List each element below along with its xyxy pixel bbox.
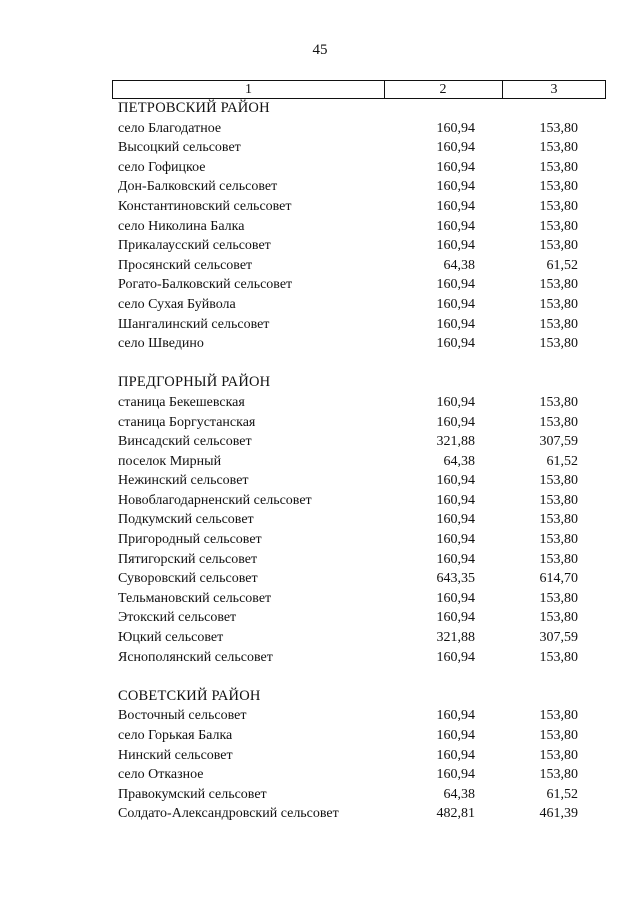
- row-value-col-3: 614,70: [539, 571, 578, 587]
- row-value-col-3: 153,80: [539, 728, 578, 743]
- table-header: [112, 80, 606, 99]
- row-name: Суворовский сельсовет: [118, 571, 258, 587]
- table-row: [0, 765, 640, 785]
- row-value-col-3: 153,80: [539, 551, 578, 567]
- table-row: [0, 804, 640, 824]
- row-name: Тельмановский сельсовет: [118, 590, 272, 606]
- table-row: [0, 217, 640, 237]
- row-value-col-2: 160,94: [436, 159, 475, 175]
- row-value-col-2: 160,94: [436, 473, 475, 489]
- row-value-col-2: 160,94: [436, 394, 475, 410]
- row-value-col-3: 307,59: [539, 434, 578, 450]
- row-value-col-2: 321,88: [436, 630, 475, 646]
- table-row: [0, 608, 640, 628]
- row-value-col-3: 461,39: [539, 806, 578, 822]
- table-header-col-3: 3: [550, 82, 558, 97]
- row-value-col-3: 153,80: [539, 238, 578, 254]
- row-value-col-3: 153,80: [539, 296, 578, 312]
- row-value-col-2: 160,94: [436, 120, 475, 136]
- row-value-col-3: 153,80: [539, 218, 578, 234]
- row-name: село Шведино: [118, 336, 204, 352]
- row-name: Прикалаусский сельсовет: [118, 238, 271, 254]
- table-row: [0, 726, 640, 746]
- page-number: 45: [312, 42, 328, 58]
- row-value-col-3: 153,80: [539, 767, 578, 783]
- row-name: Солдато-Александровский сельсовет: [118, 806, 339, 822]
- row-value-col-3: 153,80: [539, 512, 578, 528]
- table-body: [0, 99, 640, 824]
- row-value-col-2: 64,38: [443, 453, 475, 469]
- row-value-col-2: 160,94: [436, 238, 475, 254]
- row-value-col-3: 153,80: [539, 120, 578, 136]
- row-name: станица Бекешевская: [118, 394, 245, 410]
- table-row: [0, 295, 640, 315]
- table-row: [0, 510, 640, 530]
- row-name: Нинский сельсовет: [118, 747, 233, 763]
- table-row: [0, 648, 640, 668]
- table-row: [0, 706, 640, 726]
- section-spacer: [0, 354, 640, 374]
- row-name: Винсадский сельсовет: [118, 434, 252, 450]
- row-name: Рогато-Балковский сельсовет: [118, 277, 293, 293]
- table-row: [0, 432, 640, 452]
- table-row: [0, 197, 640, 217]
- row-name: село Благодатное: [118, 120, 222, 136]
- table-row: [0, 138, 640, 158]
- row-name: село Николина Балка: [118, 218, 245, 234]
- row-name: Пятигорский сельсовет: [118, 551, 258, 567]
- section-heading: [0, 373, 640, 393]
- row-value-col-3: 153,80: [539, 316, 578, 332]
- row-value-col-2: 160,94: [436, 728, 475, 743]
- row-value-col-3: 153,80: [539, 414, 578, 430]
- row-value-col-2: 160,94: [436, 414, 475, 430]
- row-name: село Гофицкое: [118, 159, 206, 175]
- row-value-col-2: 160,94: [436, 218, 475, 234]
- row-value-col-3: 153,80: [539, 708, 578, 724]
- row-value-col-3: 153,80: [539, 610, 578, 626]
- row-value-col-3: 153,80: [539, 336, 578, 352]
- row-name: Дон-Балковский сельсовет: [118, 179, 278, 195]
- table-header-col-2: 2: [384, 81, 503, 98]
- row-value-col-2: 160,94: [436, 316, 475, 332]
- row-value-col-2: 643,35: [436, 571, 475, 587]
- row-value-col-3: 153,80: [539, 198, 578, 214]
- row-value-col-3: 61,52: [546, 453, 578, 469]
- row-name: станица Боргустанская: [118, 414, 256, 430]
- row-name: Новоблагодарненский сельсовет: [118, 492, 312, 508]
- table-row: [0, 530, 640, 550]
- row-value-col-3: 153,80: [539, 140, 578, 156]
- table-row: [0, 746, 640, 766]
- table-header-col-1: 1: [113, 81, 385, 98]
- row-value-col-2: 160,94: [436, 590, 475, 606]
- row-name: Шангалинский сельсовет: [118, 316, 270, 332]
- table-row: [0, 256, 640, 276]
- section-heading: [0, 99, 640, 119]
- table-row: [0, 275, 640, 295]
- section-spacer: [0, 667, 640, 687]
- row-value-col-3: 307,59: [539, 630, 578, 646]
- row-name: Константиновский сельсовет: [118, 198, 292, 214]
- table-row: [0, 471, 640, 491]
- row-name: Подкумский сельсовет: [118, 512, 254, 528]
- row-value-col-3: 153,80: [539, 394, 578, 410]
- row-value-col-2: 64,38: [443, 786, 475, 802]
- row-value-col-2: 160,94: [436, 336, 475, 352]
- table-row: [0, 569, 640, 589]
- row-name: Этокский сельсовет: [118, 610, 237, 626]
- row-value-col-2: 160,94: [436, 610, 475, 626]
- row-value-col-2: 160,94: [436, 512, 475, 528]
- row-name: поселок Мирный: [118, 453, 222, 469]
- row-name: Просянский сельсовет: [118, 257, 253, 273]
- table-row: [0, 315, 640, 335]
- row-name: Яснополянский сельсовет: [118, 649, 273, 665]
- section-title: СОВЕТСКИЙ РАЙОН: [118, 687, 261, 704]
- row-value-col-3: 153,80: [539, 159, 578, 175]
- table-row: [0, 452, 640, 472]
- row-value-col-3: 153,80: [539, 590, 578, 606]
- row-value-col-2: 64,38: [443, 257, 475, 273]
- table-row: [0, 177, 640, 197]
- row-value-col-3: 153,80: [539, 649, 578, 665]
- row-value-col-3: 153,80: [539, 747, 578, 763]
- row-name: село Горькая Балка: [118, 728, 233, 743]
- row-value-col-2: 482,81: [436, 806, 475, 822]
- table-row: [0, 236, 640, 256]
- row-value-col-2: 160,94: [436, 277, 475, 293]
- row-value-col-2: 160,94: [436, 767, 475, 783]
- row-value-col-3: 153,80: [539, 277, 578, 293]
- row-name: село Сухая Буйвола: [118, 296, 236, 312]
- table-row: [0, 491, 640, 511]
- row-value-col-3: 61,52: [546, 257, 578, 273]
- row-value-col-3: 153,80: [539, 179, 578, 195]
- table-row: [0, 589, 640, 609]
- table-row: [0, 393, 640, 413]
- row-value-col-3: 153,80: [539, 532, 578, 548]
- row-value-col-2: 160,94: [436, 551, 475, 567]
- table-row: [0, 628, 640, 648]
- row-value-col-3: 61,52: [546, 786, 578, 802]
- row-value-col-2: 160,94: [436, 296, 475, 312]
- row-name: Восточный сельсовет: [118, 708, 247, 724]
- row-value-col-2: 160,94: [436, 747, 475, 763]
- table-row: [0, 119, 640, 139]
- row-value-col-3: 153,80: [539, 492, 578, 508]
- table-row: [0, 413, 640, 433]
- row-name: Юцкий сельсовет: [118, 630, 224, 646]
- section-heading: [0, 687, 640, 707]
- row-name: село Отказное: [118, 767, 204, 783]
- table-row: [0, 334, 640, 354]
- row-name: Высоцкий сельсовет: [118, 140, 241, 156]
- row-value-col-2: 160,94: [436, 198, 475, 214]
- row-value-col-2: 160,94: [436, 532, 475, 548]
- row-value-col-2: 160,94: [436, 492, 475, 508]
- row-name: Пригородный сельсовет: [118, 532, 262, 548]
- row-name: Нежинский сельсовет: [118, 473, 249, 489]
- section-title: ПРЕДГОРНЫЙ РАЙОН: [118, 374, 271, 391]
- row-value-col-2: 160,94: [436, 708, 475, 724]
- row-value-col-2: 160,94: [436, 140, 475, 156]
- row-value-col-3: 153,80: [539, 473, 578, 489]
- row-value-col-2: 160,94: [436, 179, 475, 195]
- table-row: [0, 158, 640, 178]
- table-row: [0, 785, 640, 805]
- row-value-col-2: 160,94: [436, 649, 475, 665]
- section-title: ПЕТРОВСКИЙ РАЙОН: [118, 100, 270, 116]
- row-name: Правокумский сельсовет: [118, 786, 267, 802]
- table-row: [0, 550, 640, 570]
- row-value-col-2: 321,88: [436, 434, 475, 450]
